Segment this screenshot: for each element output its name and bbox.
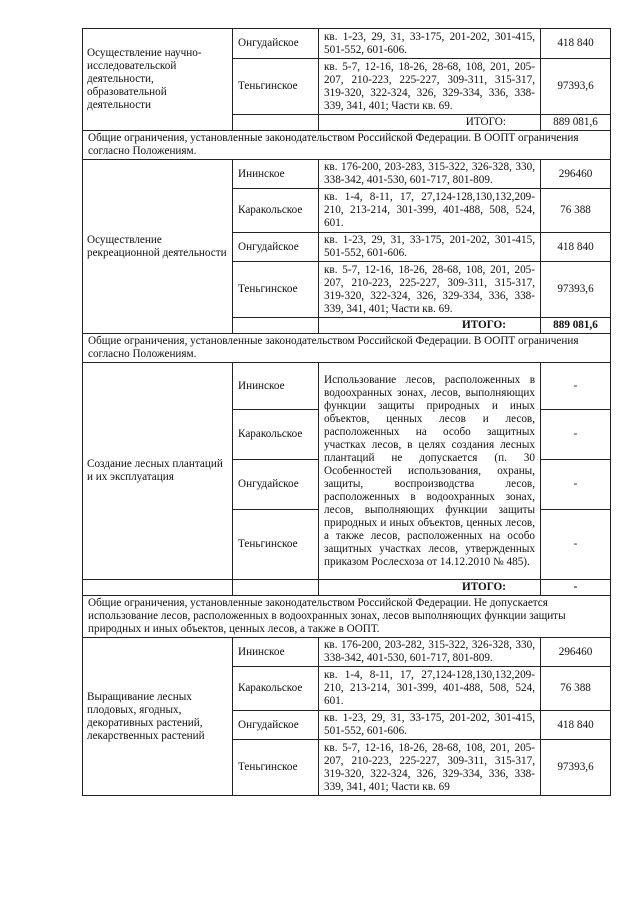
quarters-cell: кв. 1-23, 29, 31, 33-175, 201-202, 301-415, 501-552, 601-606. [319, 29, 541, 59]
district-cell: Ининское [233, 363, 319, 410]
empty-cell [233, 318, 319, 334]
quarters-cell: кв. 1-4, 8-11, 17, 27,124-128,130,132,209-210, 213-214, 301-399, 401-488, 508, 524, 601. [319, 189, 541, 233]
activity-cell: Осуществление рекреационной деятельности [83, 160, 233, 334]
total-value: - [541, 580, 611, 596]
district-cell: Онгудайское [233, 29, 319, 59]
table-row [83, 638, 611, 667]
district-cell: Онгудайское [233, 460, 319, 510]
quarters-cell: кв. 1-23, 29, 31, 33-175, 201-202, 301-415, 501-552, 601-606. [319, 711, 541, 740]
restriction-text-cell: Использование лесов, расположенных в водоохранных зонах, лесов, выполняющих функции защиты природных и иных объектов, ценных лесов и лесов, расположенных на особо защитных участках лесов, в целях создания лесных плантаций не допускается (п. 30 Особенностей использования, охраны, защиты, воспроизводства лесов, расположенных в водоохранных зонах, лесов, выполняющих функции защиты природных и иных объектов, ценных лесов, а также лесов, расположенных на особо защитных участках лесов, утвержденных приказом Рослесхоза от 14.12.2010 № 485). [319, 363, 541, 580]
district-cell: Теньгинское [233, 59, 319, 115]
note-row [83, 131, 611, 160]
activity-cell: Выращивание лесных плодовых, ягодных, декоративных растений, лекарственных растений [83, 638, 233, 796]
volume-cell: - [541, 460, 611, 510]
total-label: ИТОГО: [319, 115, 541, 131]
quarters-cell: кв. 5-7, 12-16, 18-26, 28-68, 108, 201, 205-207, 210-223, 225-227, 309-311, 315-317, 319-320, 322-324, 326, 329-334, 336, 338-339, 341, 401; Части кв. 69 [319, 740, 541, 796]
activity-cell: Осуществление научно-исследовательской деятельности, образовательной деятельности [83, 29, 233, 131]
total-row [83, 580, 611, 596]
volume-cell: 97393,6 [541, 59, 611, 115]
district-cell: Теньгинское [233, 262, 319, 318]
restrictions-note: Общие ограничения, установленные законодательством Российской Федерации. Не допускается использование лесов, расположенных в водоохранных зонах, лесов выполняющих функции защиты природных и иных объектов, ценных лесов, а также в ООПТ. [83, 596, 611, 638]
forest-use-table [82, 28, 611, 796]
table-row [83, 29, 611, 59]
district-cell: Онгудайское [233, 233, 319, 262]
quarters-cell: кв. 5-7, 12-16, 18-26, 28-68, 108, 201, 205-207, 210-223, 225-227, 309-311, 315-317, 319-320, 322-324, 326, 329-334, 336, 338-339, 341, 401; Части кв. 69. [319, 59, 541, 115]
district-cell: Теньгинское [233, 510, 319, 580]
district-cell: Онгудайское [233, 711, 319, 740]
volume-cell: 296460 [541, 638, 611, 667]
volume-cell: 418 840 [541, 233, 611, 262]
activity-cell: Создание лесных плантаций и их эксплуатация [83, 363, 233, 580]
quarters-cell: кв. 1-4, 8-11, 17, 27,124-128,130,132,209-210, 213-214, 301-399, 401-488, 508, 524, 601. [319, 667, 541, 711]
total-value: 889 081,6 [541, 115, 611, 131]
empty-cell [83, 580, 233, 596]
total-value: 889 081,6 [541, 318, 611, 334]
quarters-cell: кв. 176-200, 203-282, 315-322, 326-328, 330, 338-342, 401-530, 601-717, 801-809. [319, 638, 541, 667]
district-cell: Теньгинское [233, 740, 319, 796]
empty-cell [233, 580, 319, 596]
total-label: ИТОГО: [319, 318, 541, 334]
district-cell: Каракольское [233, 667, 319, 711]
district-cell: Ининское [233, 638, 319, 667]
volume-cell: 76 388 [541, 667, 611, 711]
restrictions-note: Общие ограничения, установленные законодательством Российской Федерации. В ООПТ ограничения согласно Положениям. [83, 334, 611, 363]
quarters-cell: кв. 1-23, 29, 31, 33-175, 201-202, 301-415, 501-552, 601-606. [319, 233, 541, 262]
volume-cell: 418 840 [541, 29, 611, 59]
quarters-cell: кв. 176-200, 203-283, 315-322, 326-328, 330, 338-342, 401-530, 601-717, 801-809. [319, 160, 541, 189]
total-label: ИТОГО: [319, 580, 541, 596]
empty-cell [233, 115, 319, 131]
volume-cell: 97393,6 [541, 262, 611, 318]
volume-cell: 76 388 [541, 189, 611, 233]
district-cell: Ининское [233, 160, 319, 189]
table-row [83, 160, 611, 189]
quarters-cell: кв. 5-7, 12-16, 18-26, 28-68, 108, 201, 205-207, 210-223, 225-227, 309-311, 315-317, 319-320, 322-324, 326, 329-334, 336, 338-339, 341, 401; Части кв. 69. [319, 262, 541, 318]
volume-cell: 97393,6 [541, 740, 611, 796]
volume-cell: - [541, 510, 611, 580]
district-cell: Каракольское [233, 410, 319, 460]
district-cell: Каракольское [233, 189, 319, 233]
volume-cell: - [541, 363, 611, 410]
volume-cell: - [541, 410, 611, 460]
restrictions-note: Общие ограничения, установленные законодательством Российской Федерации. В ООПТ ограничения согласно Положениям. [83, 131, 611, 160]
note-row [83, 596, 611, 638]
volume-cell: 418 840 [541, 711, 611, 740]
table-row [83, 363, 611, 410]
volume-cell: 296460 [541, 160, 611, 189]
note-row [83, 334, 611, 363]
